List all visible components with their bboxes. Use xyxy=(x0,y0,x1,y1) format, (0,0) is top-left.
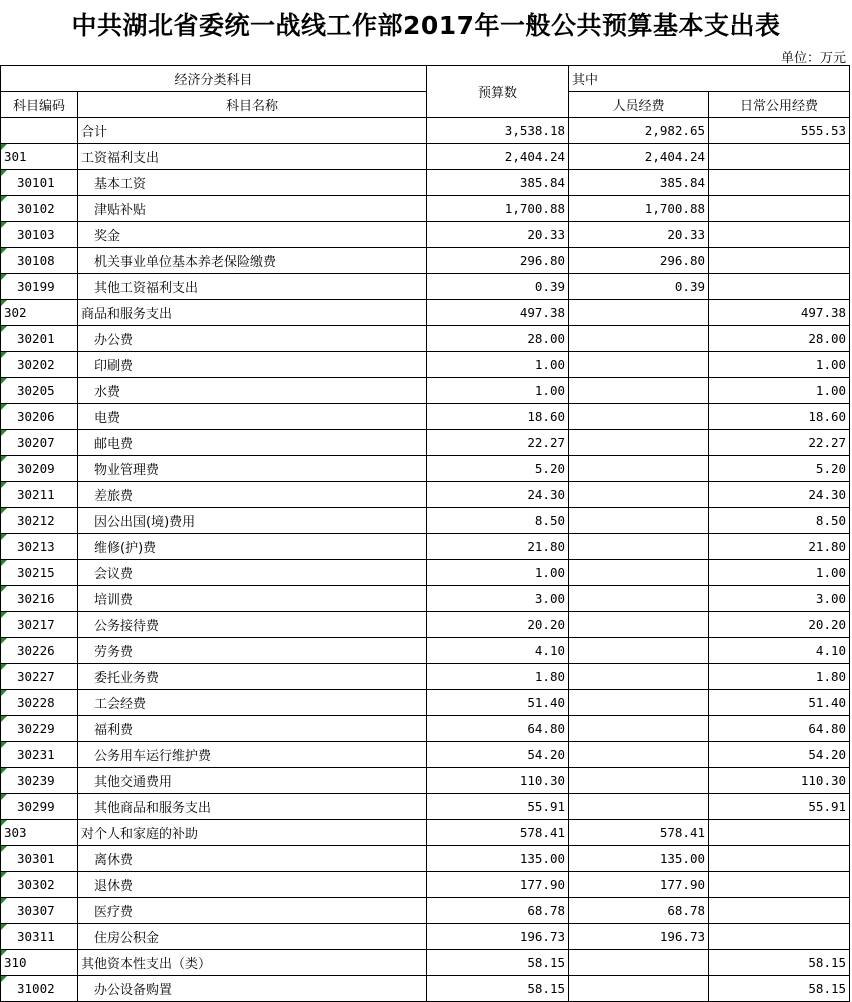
cell-daily xyxy=(709,924,850,950)
cell-personnel xyxy=(569,742,709,768)
cell-personnel: 2,982.65 xyxy=(569,118,709,144)
table-row xyxy=(1,456,850,482)
header-personnel: 人员经费 xyxy=(569,92,709,118)
cell-budget: 177.90 xyxy=(427,872,569,898)
cell-daily: 20.20 xyxy=(709,612,850,638)
cell-code: 30311 xyxy=(1,924,78,950)
cell-code: 30212 xyxy=(1,508,78,534)
cell-name: 公务用车运行维护费 xyxy=(78,742,427,768)
cell-name: 对个人和家庭的补助 xyxy=(78,820,427,846)
table-row xyxy=(1,378,850,404)
cell-daily xyxy=(709,248,850,274)
cell-code: 30301 xyxy=(1,846,78,872)
cell-budget: 1.00 xyxy=(427,352,569,378)
cell-name: 合计 xyxy=(78,118,427,144)
cell-code: 31002 xyxy=(1,976,78,1002)
cell-budget: 24.30 xyxy=(427,482,569,508)
cell-name: 离休费 xyxy=(78,846,427,872)
cell-code: 30216 xyxy=(1,586,78,612)
cell-name: 会议费 xyxy=(78,560,427,586)
table-row xyxy=(1,924,850,950)
cell-code: 30226 xyxy=(1,638,78,664)
cell-budget: 3,538.18 xyxy=(427,118,569,144)
table-row xyxy=(1,820,850,846)
budget-table xyxy=(0,65,850,1002)
cell-code: 302 xyxy=(1,300,78,326)
cell-budget: 22.27 xyxy=(427,430,569,456)
cell-name: 差旅费 xyxy=(78,482,427,508)
cell-personnel xyxy=(569,638,709,664)
cell-personnel xyxy=(569,586,709,612)
cell-code: 30211 xyxy=(1,482,78,508)
cell-name: 其他资本性支出（类） xyxy=(78,950,427,976)
cell-name: 津贴补贴 xyxy=(78,196,427,222)
cell-personnel: 578.41 xyxy=(569,820,709,846)
cell-personnel xyxy=(569,534,709,560)
table-row xyxy=(1,404,850,430)
header-econ-class: 经济分类科目 xyxy=(1,66,427,92)
cell-personnel xyxy=(569,768,709,794)
cell-personnel xyxy=(569,716,709,742)
cell-budget: 4.10 xyxy=(427,638,569,664)
cell-personnel: 296.80 xyxy=(569,248,709,274)
cell-budget: 1.00 xyxy=(427,560,569,586)
cell-code: 30199 xyxy=(1,274,78,300)
cell-name: 工资福利支出 xyxy=(78,144,427,170)
cell-name: 委托业务费 xyxy=(78,664,427,690)
cell-name: 福利费 xyxy=(78,716,427,742)
cell-name: 商品和服务支出 xyxy=(78,300,427,326)
cell-personnel xyxy=(569,404,709,430)
cell-daily: 58.15 xyxy=(709,976,850,1002)
cell-personnel xyxy=(569,612,709,638)
cell-daily: 1.00 xyxy=(709,378,850,404)
cell-daily xyxy=(709,170,850,196)
cell-budget: 8.50 xyxy=(427,508,569,534)
cell-personnel xyxy=(569,352,709,378)
cell-budget: 110.30 xyxy=(427,768,569,794)
table-row xyxy=(1,586,850,612)
table-row xyxy=(1,118,850,144)
table-row xyxy=(1,664,850,690)
cell-code: 30102 xyxy=(1,196,78,222)
cell-name: 工会经费 xyxy=(78,690,427,716)
cell-daily: 51.40 xyxy=(709,690,850,716)
cell-budget: 55.91 xyxy=(427,794,569,820)
table-body xyxy=(1,118,850,1002)
cell-code xyxy=(1,118,78,144)
cell-budget: 54.20 xyxy=(427,742,569,768)
table-row xyxy=(1,768,850,794)
cell-personnel: 385.84 xyxy=(569,170,709,196)
table-row xyxy=(1,352,850,378)
cell-name: 因公出国(境)费用 xyxy=(78,508,427,534)
cell-code: 30205 xyxy=(1,378,78,404)
table-row xyxy=(1,222,850,248)
cell-daily: 5.20 xyxy=(709,456,850,482)
cell-budget: 68.78 xyxy=(427,898,569,924)
cell-budget: 64.80 xyxy=(427,716,569,742)
header-name: 科目名称 xyxy=(78,92,427,118)
cell-budget: 1,700.88 xyxy=(427,196,569,222)
cell-personnel xyxy=(569,508,709,534)
table-row xyxy=(1,976,850,1002)
cell-personnel xyxy=(569,482,709,508)
header-daily: 日常公用经费 xyxy=(709,92,850,118)
cell-code: 301 xyxy=(1,144,78,170)
cell-name: 医疗费 xyxy=(78,898,427,924)
cell-budget: 3.00 xyxy=(427,586,569,612)
cell-personnel xyxy=(569,326,709,352)
table-row xyxy=(1,170,850,196)
cell-daily: 4.10 xyxy=(709,638,850,664)
cell-daily: 8.50 xyxy=(709,508,850,534)
cell-daily: 22.27 xyxy=(709,430,850,456)
cell-name: 机关事业单位基本养老保险缴费 xyxy=(78,248,427,274)
header-of-which: 其中 xyxy=(569,66,850,92)
cell-personnel xyxy=(569,794,709,820)
cell-budget: 28.00 xyxy=(427,326,569,352)
table-row xyxy=(1,482,850,508)
table-row xyxy=(1,560,850,586)
table-row xyxy=(1,716,850,742)
cell-budget: 2,404.24 xyxy=(427,144,569,170)
cell-personnel: 196.73 xyxy=(569,924,709,950)
cell-daily: 497.38 xyxy=(709,300,850,326)
table-row xyxy=(1,612,850,638)
cell-daily xyxy=(709,898,850,924)
cell-code: 30228 xyxy=(1,690,78,716)
cell-code: 30209 xyxy=(1,456,78,482)
cell-name: 基本工资 xyxy=(78,170,427,196)
cell-name: 水费 xyxy=(78,378,427,404)
cell-daily: 24.30 xyxy=(709,482,850,508)
table-row xyxy=(1,144,850,170)
cell-name: 电费 xyxy=(78,404,427,430)
cell-daily xyxy=(709,144,850,170)
cell-code: 30302 xyxy=(1,872,78,898)
cell-personnel: 2,404.24 xyxy=(569,144,709,170)
table-row xyxy=(1,872,850,898)
cell-daily xyxy=(709,820,850,846)
cell-daily xyxy=(709,196,850,222)
cell-personnel: 0.39 xyxy=(569,274,709,300)
cell-budget: 58.15 xyxy=(427,950,569,976)
table-row xyxy=(1,846,850,872)
cell-name: 退休费 xyxy=(78,872,427,898)
cell-code: 30299 xyxy=(1,794,78,820)
cell-budget: 578.41 xyxy=(427,820,569,846)
header-code: 科目编码 xyxy=(1,92,78,118)
cell-personnel xyxy=(569,456,709,482)
table-row xyxy=(1,690,850,716)
cell-personnel xyxy=(569,950,709,976)
cell-code: 30108 xyxy=(1,248,78,274)
cell-budget: 1.80 xyxy=(427,664,569,690)
cell-name: 劳务费 xyxy=(78,638,427,664)
cell-budget: 385.84 xyxy=(427,170,569,196)
cell-daily: 28.00 xyxy=(709,326,850,352)
cell-code: 30227 xyxy=(1,664,78,690)
cell-code: 30213 xyxy=(1,534,78,560)
cell-name: 印刷费 xyxy=(78,352,427,378)
cell-code: 30206 xyxy=(1,404,78,430)
cell-budget: 135.00 xyxy=(427,846,569,872)
page-title: 中共湖北省委统一战线工作部2017年一般公共预算基本支出表 xyxy=(71,11,781,40)
cell-name: 其他商品和服务支出 xyxy=(78,794,427,820)
cell-daily: 555.53 xyxy=(709,118,850,144)
table-row xyxy=(1,430,850,456)
cell-budget: 51.40 xyxy=(427,690,569,716)
cell-name: 培训费 xyxy=(78,586,427,612)
cell-code: 30201 xyxy=(1,326,78,352)
cell-name: 邮电费 xyxy=(78,430,427,456)
cell-personnel xyxy=(569,664,709,690)
cell-budget: 18.60 xyxy=(427,404,569,430)
table-row xyxy=(1,326,850,352)
cell-budget: 21.80 xyxy=(427,534,569,560)
cell-code: 30215 xyxy=(1,560,78,586)
cell-code: 30231 xyxy=(1,742,78,768)
cell-name: 其他交通费用 xyxy=(78,768,427,794)
cell-personnel xyxy=(569,378,709,404)
cell-code: 30307 xyxy=(1,898,78,924)
cell-daily xyxy=(709,274,850,300)
cell-budget: 5.20 xyxy=(427,456,569,482)
cell-code: 310 xyxy=(1,950,78,976)
cell-personnel xyxy=(569,300,709,326)
table-row xyxy=(1,950,850,976)
cell-budget: 196.73 xyxy=(427,924,569,950)
cell-budget: 497.38 xyxy=(427,300,569,326)
cell-budget: 0.39 xyxy=(427,274,569,300)
table-row xyxy=(1,274,850,300)
table-row xyxy=(1,196,850,222)
cell-daily: 110.30 xyxy=(709,768,850,794)
cell-name: 公务接待费 xyxy=(78,612,427,638)
table-header xyxy=(1,66,850,118)
cell-personnel xyxy=(569,560,709,586)
table-row xyxy=(1,638,850,664)
cell-daily: 54.20 xyxy=(709,742,850,768)
cell-name: 其他工资福利支出 xyxy=(78,274,427,300)
table-row xyxy=(1,300,850,326)
cell-daily: 58.15 xyxy=(709,950,850,976)
cell-code: 30207 xyxy=(1,430,78,456)
table-row xyxy=(1,248,850,274)
cell-daily: 18.60 xyxy=(709,404,850,430)
cell-daily xyxy=(709,222,850,248)
cell-personnel: 135.00 xyxy=(569,846,709,872)
cell-name: 维修(护)费 xyxy=(78,534,427,560)
cell-personnel: 68.78 xyxy=(569,898,709,924)
cell-daily xyxy=(709,846,850,872)
unit-label: 单位：万元 xyxy=(780,51,846,66)
cell-daily: 21.80 xyxy=(709,534,850,560)
cell-code: 30217 xyxy=(1,612,78,638)
cell-budget: 20.33 xyxy=(427,222,569,248)
cell-budget: 20.20 xyxy=(427,612,569,638)
cell-name: 奖金 xyxy=(78,222,427,248)
cell-name: 住房公积金 xyxy=(78,924,427,950)
cell-daily: 1.80 xyxy=(709,664,850,690)
cell-code: 30229 xyxy=(1,716,78,742)
table-row xyxy=(1,534,850,560)
cell-code: 30202 xyxy=(1,352,78,378)
cell-daily xyxy=(709,872,850,898)
cell-name: 办公费 xyxy=(78,326,427,352)
table-row xyxy=(1,898,850,924)
table-row xyxy=(1,794,850,820)
cell-code: 30101 xyxy=(1,170,78,196)
table-row xyxy=(1,508,850,534)
cell-daily: 3.00 xyxy=(709,586,850,612)
cell-personnel xyxy=(569,976,709,1002)
cell-budget: 58.15 xyxy=(427,976,569,1002)
cell-daily: 64.80 xyxy=(709,716,850,742)
cell-personnel: 1,700.88 xyxy=(569,196,709,222)
cell-budget: 296.80 xyxy=(427,248,569,274)
cell-name: 物业管理费 xyxy=(78,456,427,482)
cell-daily: 1.00 xyxy=(709,352,850,378)
cell-code: 30103 xyxy=(1,222,78,248)
header-budget: 预算数 xyxy=(427,66,569,118)
cell-daily: 1.00 xyxy=(709,560,850,586)
cell-budget: 1.00 xyxy=(427,378,569,404)
cell-code: 30239 xyxy=(1,768,78,794)
cell-personnel: 20.33 xyxy=(569,222,709,248)
cell-personnel: 177.90 xyxy=(569,872,709,898)
cell-name: 办公设备购置 xyxy=(78,976,427,1002)
cell-daily: 55.91 xyxy=(709,794,850,820)
cell-personnel xyxy=(569,430,709,456)
cell-code: 303 xyxy=(1,820,78,846)
table-row xyxy=(1,742,850,768)
cell-personnel xyxy=(569,690,709,716)
